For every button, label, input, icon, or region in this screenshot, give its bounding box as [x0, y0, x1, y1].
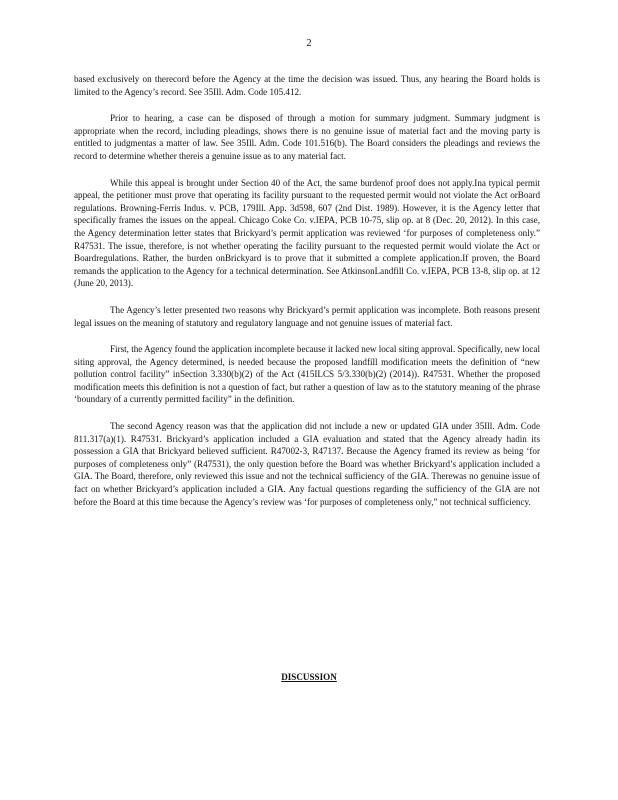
paragraph-summary-judgment: Prior to hearing, a case can be disposed of through a motion for summary judgment. Summary judgment is appropriate when the record, including pleadings, shows there is no genuine issue of material fact and the moving party is entitled to judgmentas a matter of law. See 35Ill. Adm. Code 101.516(b). The Board considers the pleadings and reviews the record to determine whether thereis a genuine issue as to any material fact.	[74, 113, 540, 161]
section-heading-text: DISCUSSION	[281, 672, 337, 682]
paragraph-burden-of-proof: While this appeal is brought under Section 40 of the Act, the same burdenof proof does not apply.Ina typical permit appeal, the petitioner must prove that operating its facility pursuant to the requested permit would not violate the Act orBoard regulations. Browning-Ferris Indus. v. PCB, 179Ill. App. 3d598, 607 (2nd Dist. 1989). However, it is the Agency letter that specifically frames the issues on the appeal. Chicago Coke Co. v.IEPA, PCB 10-75, slip op. at 8 (Dec. 20, 2012). In this case, the Agency determination letter states that Brickyard’s permit application was reviewed ‘for purposes of completeness only.” R47531. The issue, therefore, is not whether operating the facility pursuant to the requested permit would violate the Act or Boardregulations. Rather, the burden onBrickyard is to prove that it submitted a complete application.If proven, the Board remands the application to the Agency for a technical determination. See AtkinsonLandfill Co. v.IEPA, PCB 13-8, slip op. at 12 (June 20, 2013).	[74, 177, 540, 289]
body-text	[74, 73, 540, 522]
paragraph-record-basis: based exclusively on therecord before the Agency at the time the decision was issued. Thus, any hearing the Board holds is limited to the Agency’s record. See 35Ill. Adm. Code 105.412.	[74, 74, 540, 97]
paragraph-second-reason: The second Agency reason was that the application did not include a new or updated GIA under 35Ill. Adm. Code 811.317(a)(1). R47531. Brickyard’s application included a GIA evaluation and stated that the Agency already hadin its possession a GIA that Brickyard believed sufficient. R47002-3, R47137. Because the Agency framed its review as being ‘for purposes of completeness only” (R47531), the only question before the Board was whether Brickyard’s application included a GIA. The Board, therefore, only reviewed this issue and not the technical sufficiency of the GIA. Therewas no genuine issue of fact on whether Brickyard’s application included a GIA. Any factual questions regarding the sufficiency of the GIA are not before the Board at this time because the Agency’s review was ‘for purposes of completeness only,” not technical sufficiency.	[74, 421, 540, 507]
section-heading	[0, 672, 618, 682]
paragraph-first-reason: First, the Agency found the application incomplete because it lacked new local siting approval. Specifically, new local siting approval, the Agency determined, is needed because the proposed landfill modification meets the definition of “new pollution control facility” inSection 3.330(b)(2) of the Act (415ILCS 5/3.330(b)(2) (2014)). R47531. Whether the proposed modification meets this definition is not a question of fact, but rather a question of law as to the statutory meaning of the phrase ‘boundary of a currently permitted facility” in the definition.	[74, 344, 540, 405]
page-number: 2	[306, 38, 312, 49]
paragraph-two-reasons: The Agency’s letter presented two reasons why Brickyard’s permit application was incomplete. Both reasons present legal issues on the meaning of statutory and regulatory language and not genuine issues of material fact.	[74, 304, 540, 328]
